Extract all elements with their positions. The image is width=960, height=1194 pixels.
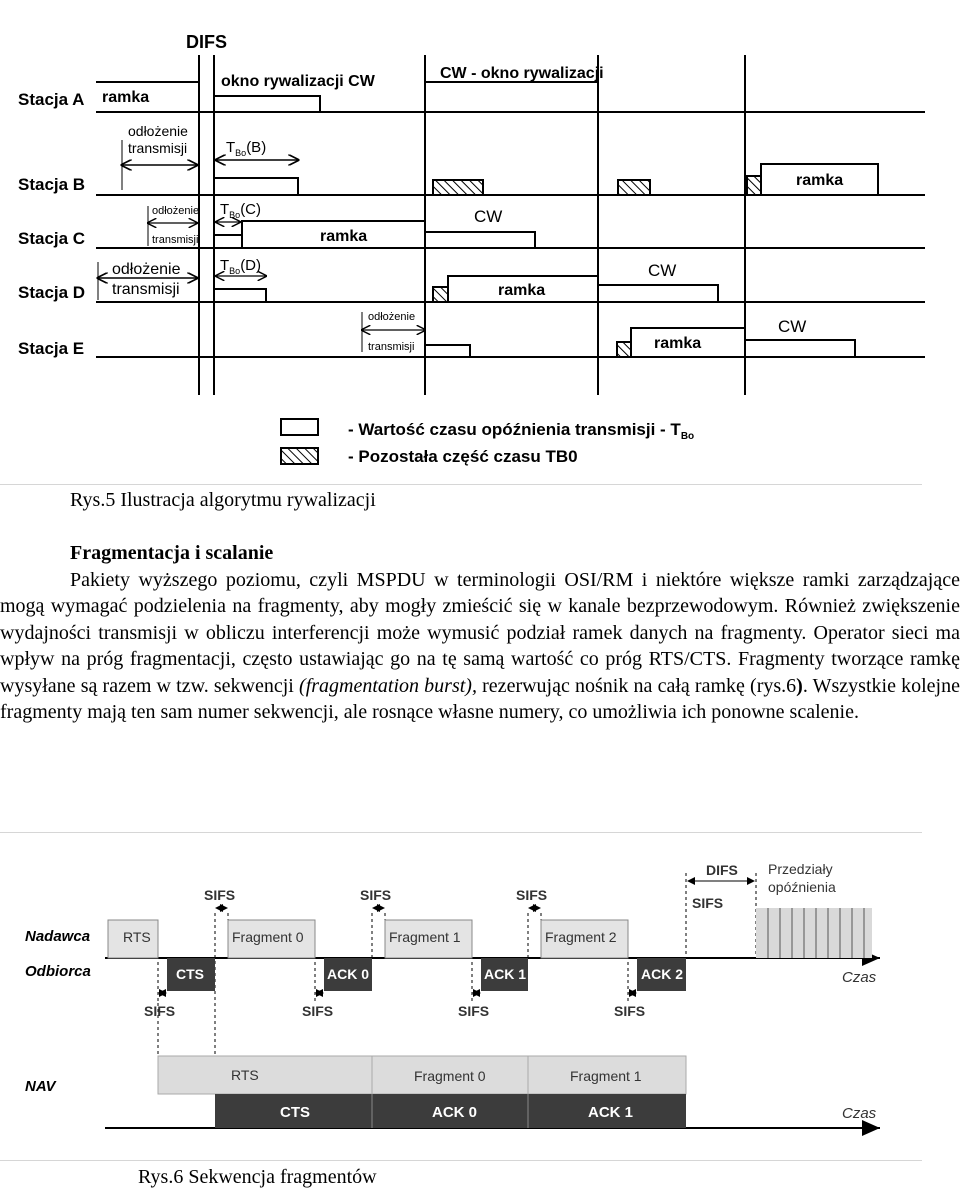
sifs-label-top-4: SIFS <box>692 895 724 911</box>
station-b-defer-label-1: odłożenie <box>128 123 188 139</box>
cw-window-label: CW - okno rywalizacji <box>440 65 604 82</box>
station-e-label: Stacja E <box>18 339 85 358</box>
sifs-label-top-1: SIFS <box>204 887 236 903</box>
station-d-defer-label-1: odłożenie <box>112 261 181 278</box>
fragment-1-label: Fragment 1 <box>389 929 461 945</box>
section-body: Pakiety wyższego poziomu, czyli MSPDU w terminologii OSI/RM i niektóre większe ramki zarządzające mogą wymagać podzielenia na fragmenty, aby mogły zmieścić się w kanale bezprzewodowym. Również zwiększenie wydajności transmisji w obliczu interferencji może wymusić podział ramek danych na fragmenty. Operator sieci ma wpływ na próg fragmentacji, często ustawiając go na tę samą wartość co próg RTS/CTS. Fragmenty tworzące ramkę wysyłane są razem w tzw. sekwencji (fragmentation burst), rezerwując nośnik na całą ramkę (rys.6). Wszystkie kolejne fragmenty mają ten sam numer sekwencji, ale rosnące własne numery, co umożliwia ich ponowne scalenie. <box>0 568 960 723</box>
fragment-sequence-diagram <box>0 828 960 1168</box>
fragmentation-section <box>0 540 960 726</box>
sender-label: Nadawca <box>25 928 91 945</box>
nav-fragment-1-label: Fragment 1 <box>570 1068 642 1084</box>
cts-frame-label: CTS <box>176 966 204 982</box>
nav-ack-0-label: ACK 0 <box>432 1104 478 1121</box>
station-e-cw-label: CW <box>778 317 807 336</box>
nav-label: NAV <box>25 1078 56 1095</box>
separator-line <box>0 1160 922 1161</box>
nav-cts-label: CTS <box>280 1104 310 1121</box>
difs-label-fig2: DIFS <box>706 862 738 878</box>
ack-0-label: ACK 0 <box>327 966 370 982</box>
tbo-b-label: $T_{Bo}(B)$ <box>226 139 267 158</box>
delay-intervals-block <box>756 908 872 958</box>
time-label-bottom: Czas <box>842 1105 877 1122</box>
ack-2-label: ACK 2 <box>641 966 684 982</box>
station-d-label: Stacja D <box>18 283 86 302</box>
sifs-label-bottom-3: SIFS <box>458 1003 490 1019</box>
contention-window-label: okno rywalizacji CW <box>221 73 375 90</box>
section-title: Fragmentacja i scalanie <box>70 542 274 564</box>
fragment-2-label: Fragment 2 <box>545 929 617 945</box>
station-a-label: Stacja A <box>18 90 85 109</box>
station-e-defer-label-2: transmisji <box>368 341 415 353</box>
nav-rts-label: RTS <box>231 1067 259 1083</box>
station-c-frame-label: ramka <box>320 228 368 245</box>
station-a-frame-label: ramka <box>102 89 150 106</box>
station-d-cw-label: CW <box>648 261 677 280</box>
delay-intervals-label-2: opóźnienia <box>768 879 836 895</box>
station-c-defer-label-2: transmisji <box>152 234 199 246</box>
ack-1-label: ACK 1 <box>484 966 527 982</box>
time-label-top: Czas <box>842 969 877 986</box>
nav-fragment-0-label: Fragment 0 <box>414 1068 486 1084</box>
station-e-defer-label-1: odłożenie <box>368 311 416 323</box>
station-d-defer-label-2: transmisji <box>112 281 180 298</box>
receiver-label: Odbiorca <box>25 963 91 980</box>
station-d-frame-label: ramka <box>498 282 546 299</box>
figure-6-caption: Rys.6 Sekwencja fragmentów <box>138 1166 377 1188</box>
sifs-label-top-3: SIFS <box>516 887 548 903</box>
tbo-c-label: $T_{Bo}(C)$ <box>220 201 262 220</box>
contention-diagram <box>0 0 960 480</box>
sifs-label-bottom-2: SIFS <box>302 1003 334 1019</box>
legend-box-swatch <box>281 419 318 435</box>
legend-hatch-label: - Pozostała część czasu TB0 <box>348 447 578 466</box>
station-c-defer-label-1: odłożenie <box>152 205 200 217</box>
rts-frame-label: RTS <box>123 929 151 945</box>
fragment-0-label: Fragment 0 <box>232 929 304 945</box>
station-c-label: Stacja C <box>18 229 86 248</box>
station-e-frame-label: ramka <box>654 335 702 352</box>
station-b-label: Stacja B <box>18 175 86 194</box>
station-c-cw-label: CW <box>474 207 503 226</box>
tbo-d-label: $T_{Bo}(D)$ <box>220 257 262 276</box>
legend-hatch-swatch <box>281 448 318 464</box>
difs-label: DIFS <box>186 32 228 52</box>
station-b-frame-label: ramka <box>796 172 844 189</box>
sifs-label-top-2: SIFS <box>360 887 392 903</box>
station-b-defer-label-2: transmisji <box>128 140 188 156</box>
legend-box-label: - Wartość czasu opóźnienia transmisji - $T_{Bo}$ <box>348 420 695 442</box>
nav-ack-1-label: ACK 1 <box>588 1104 634 1121</box>
figure-5-caption: Rys.5 Ilustracja algorytmu rywalizacji <box>70 489 376 511</box>
sifs-label-bottom-4: SIFS <box>614 1003 646 1019</box>
separator-line <box>0 484 922 485</box>
delay-intervals-label-1: Przedziały <box>768 861 833 877</box>
sifs-label-bottom-1: SIFS <box>144 1003 176 1019</box>
